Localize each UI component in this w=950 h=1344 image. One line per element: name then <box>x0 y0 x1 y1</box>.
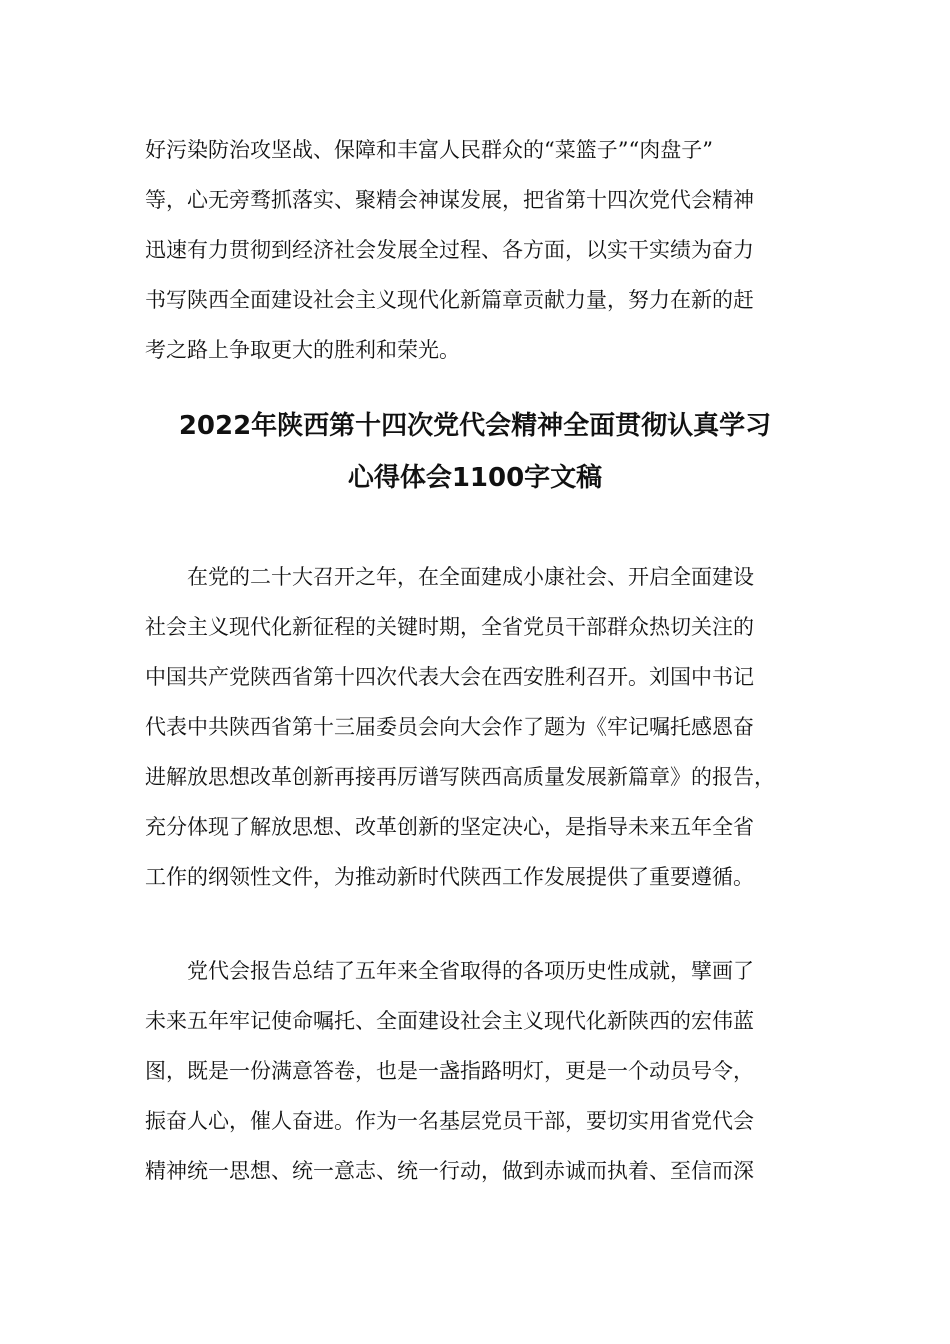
text-line: 工作的纲领性文件，为推动新时代陕西工作发展提供了重要遵循。 <box>145 865 754 889</box>
title-line: 2022年陕西第十四次党代会精神全面贯彻认真学习 <box>178 411 772 441</box>
text-line: 代表中共陕西省第十三届委员会向大会作了题为《牢记嘱托感恩奋 <box>145 715 754 739</box>
paragraph-2 <box>145 946 810 1196</box>
paragraph-1 <box>145 552 810 902</box>
text-line: 进解放思想改革创新再接再厉谱写陕西高质量发展新篇章》的报告， <box>145 765 775 789</box>
text-line: 未来五年牢记使命嘱托、全面建设社会主义现代化新陕西的宏伟蓝 <box>145 1009 754 1033</box>
text-line: 中国共产党陕西省第十四次代表大会在西安胜利召开。刘国中书记 <box>145 665 754 689</box>
article-title <box>130 400 820 504</box>
paragraph-top <box>145 125 810 375</box>
text-line: 党代会报告总结了五年来全省取得的各项历史性成就，擘画了 <box>187 959 754 983</box>
text-line: 图，既是一份满意答卷，也是一盏指路明灯，更是一个动员号令， <box>145 1059 754 1083</box>
text-line: 书写陕西全面建设社会主义现代化新篇章贡献力量，努力在新的赶 <box>145 288 754 312</box>
text-line: 社会主义现代化新征程的关键时期，全省党员干部群众热切关注的 <box>145 615 754 639</box>
text-line: 等，心无旁骛抓落实、聚精会神谋发展，把省第十四次党代会精神 <box>145 188 754 212</box>
text-line: 考之路上争取更大的胜利和荣光。 <box>145 338 460 362</box>
text-line: 振奋人心，催人奋进。作为一名基层党员干部，要切实用省党代会 <box>145 1109 754 1133</box>
text-line: 精神统一思想、统一意志、统一行动，做到赤诚而执着、至信而深 <box>145 1159 754 1183</box>
title-line: 心得体会1100字文稿 <box>347 463 603 493</box>
text-line: 迅速有力贯彻到经济社会发展全过程、各方面，以实干实绩为奋力 <box>145 238 754 262</box>
text-line: 在党的二十大召开之年，在全面建成小康社会、开启全面建设 <box>187 565 754 589</box>
text-line: 好污染防治攻坚战、保障和丰富人民群众的“菜篮子”“肉盘子” <box>145 138 713 162</box>
text-line: 充分体现了解放思想、改革创新的坚定决心，是指导未来五年全省 <box>145 815 754 839</box>
